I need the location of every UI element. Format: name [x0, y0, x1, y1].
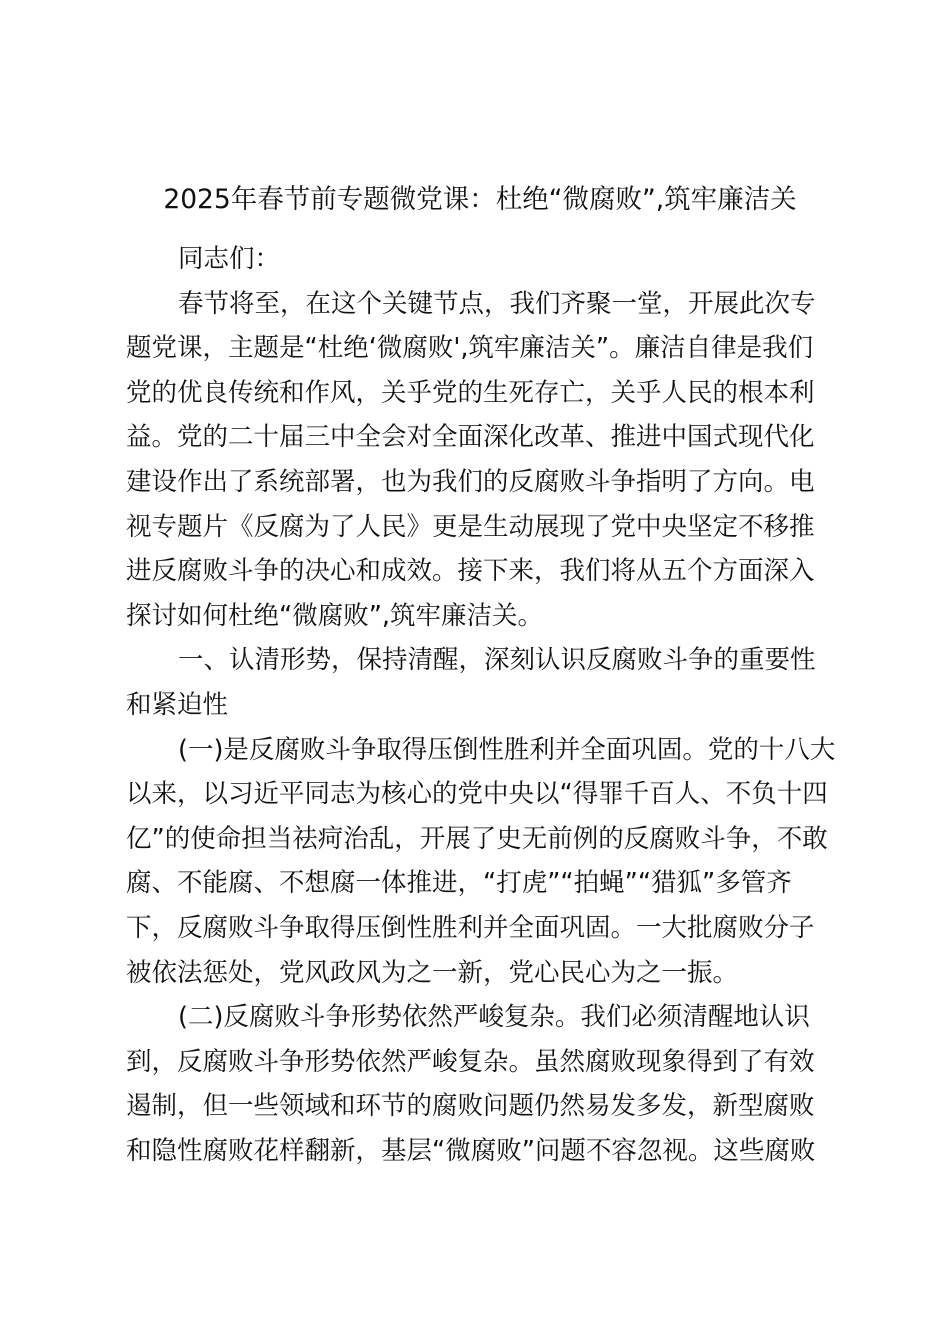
body-line: 被依法惩处，党风政风为之一新，党心民心为之一振。	[126, 957, 739, 988]
body-line: 腐、不能腐、不想腐一体推进，“打虎”“拍蝇”“猎狐”多管齐	[126, 868, 792, 899]
section-heading: 一、认清形势，保持清醒，深刻认识反腐败斗争的重要性	[178, 645, 816, 676]
body-line: 益。党的二十届三中全会对全面深化改革、推进中国式现代化	[126, 422, 815, 453]
body-line: 建设作出了系统部署，也为我们的反腐败斗争指明了方向。电	[126, 466, 815, 497]
body-line: 以来，以习近平同志为核心的党中央以“得罪千百人、不负十四	[126, 779, 828, 810]
body-line: 党的优良传统和作风，关乎党的生死存亡，关乎人民的根本利	[126, 377, 815, 408]
body-line: 题党课，主题是“杜绝‘微腐败',筑牢廉洁关”。廉洁自律是我们	[126, 333, 814, 364]
body-line: 视专题片《反腐为了人民》更是生动展现了党中央坚定不移推	[126, 511, 815, 542]
body-line: 春节将至，在这个关键节点，我们齐聚一堂，开展此次专	[178, 288, 816, 319]
body-line: 遏制，但一些领域和环节的腐败问题仍然易发多发，新型腐败	[126, 1091, 815, 1122]
body-line: 下，反腐败斗争取得压倒性胜利并全面巩固。一大批腐败分子	[126, 912, 815, 943]
document-title: 2025年春节前专题微党课：杜绝“微腐败”,筑牢廉洁关	[163, 184, 797, 215]
body-line: 探讨如何杜绝“微腐败”,筑牢廉洁关。	[126, 600, 544, 631]
body-line: 进反腐败斗争的决心和成效。接下来，我们将从五个方面深入	[126, 556, 815, 587]
body-line: 和隐性腐败花样翻新，基层“微腐败”问题不容忽视。这些腐败	[126, 1135, 816, 1166]
body-line: 亿”的使命担当祛疴治乱，开展了史无前例的反腐败斗争，不敢	[126, 823, 828, 854]
body-line: (一)是反腐败斗争取得压倒性胜利并全面巩固。党的十八大	[178, 734, 836, 765]
body-line: 同志们：	[178, 244, 281, 274]
document-body	[126, 237, 836, 1173]
body-line: 到，反腐败斗争形势依然严峻复杂。虽然腐败现象得到了有效	[126, 1046, 815, 1077]
section-heading: 和紧迫性	[126, 689, 229, 720]
body-line: (二)反腐败斗争形势依然严峻复杂。我们必须清醒地认识	[178, 1002, 810, 1033]
